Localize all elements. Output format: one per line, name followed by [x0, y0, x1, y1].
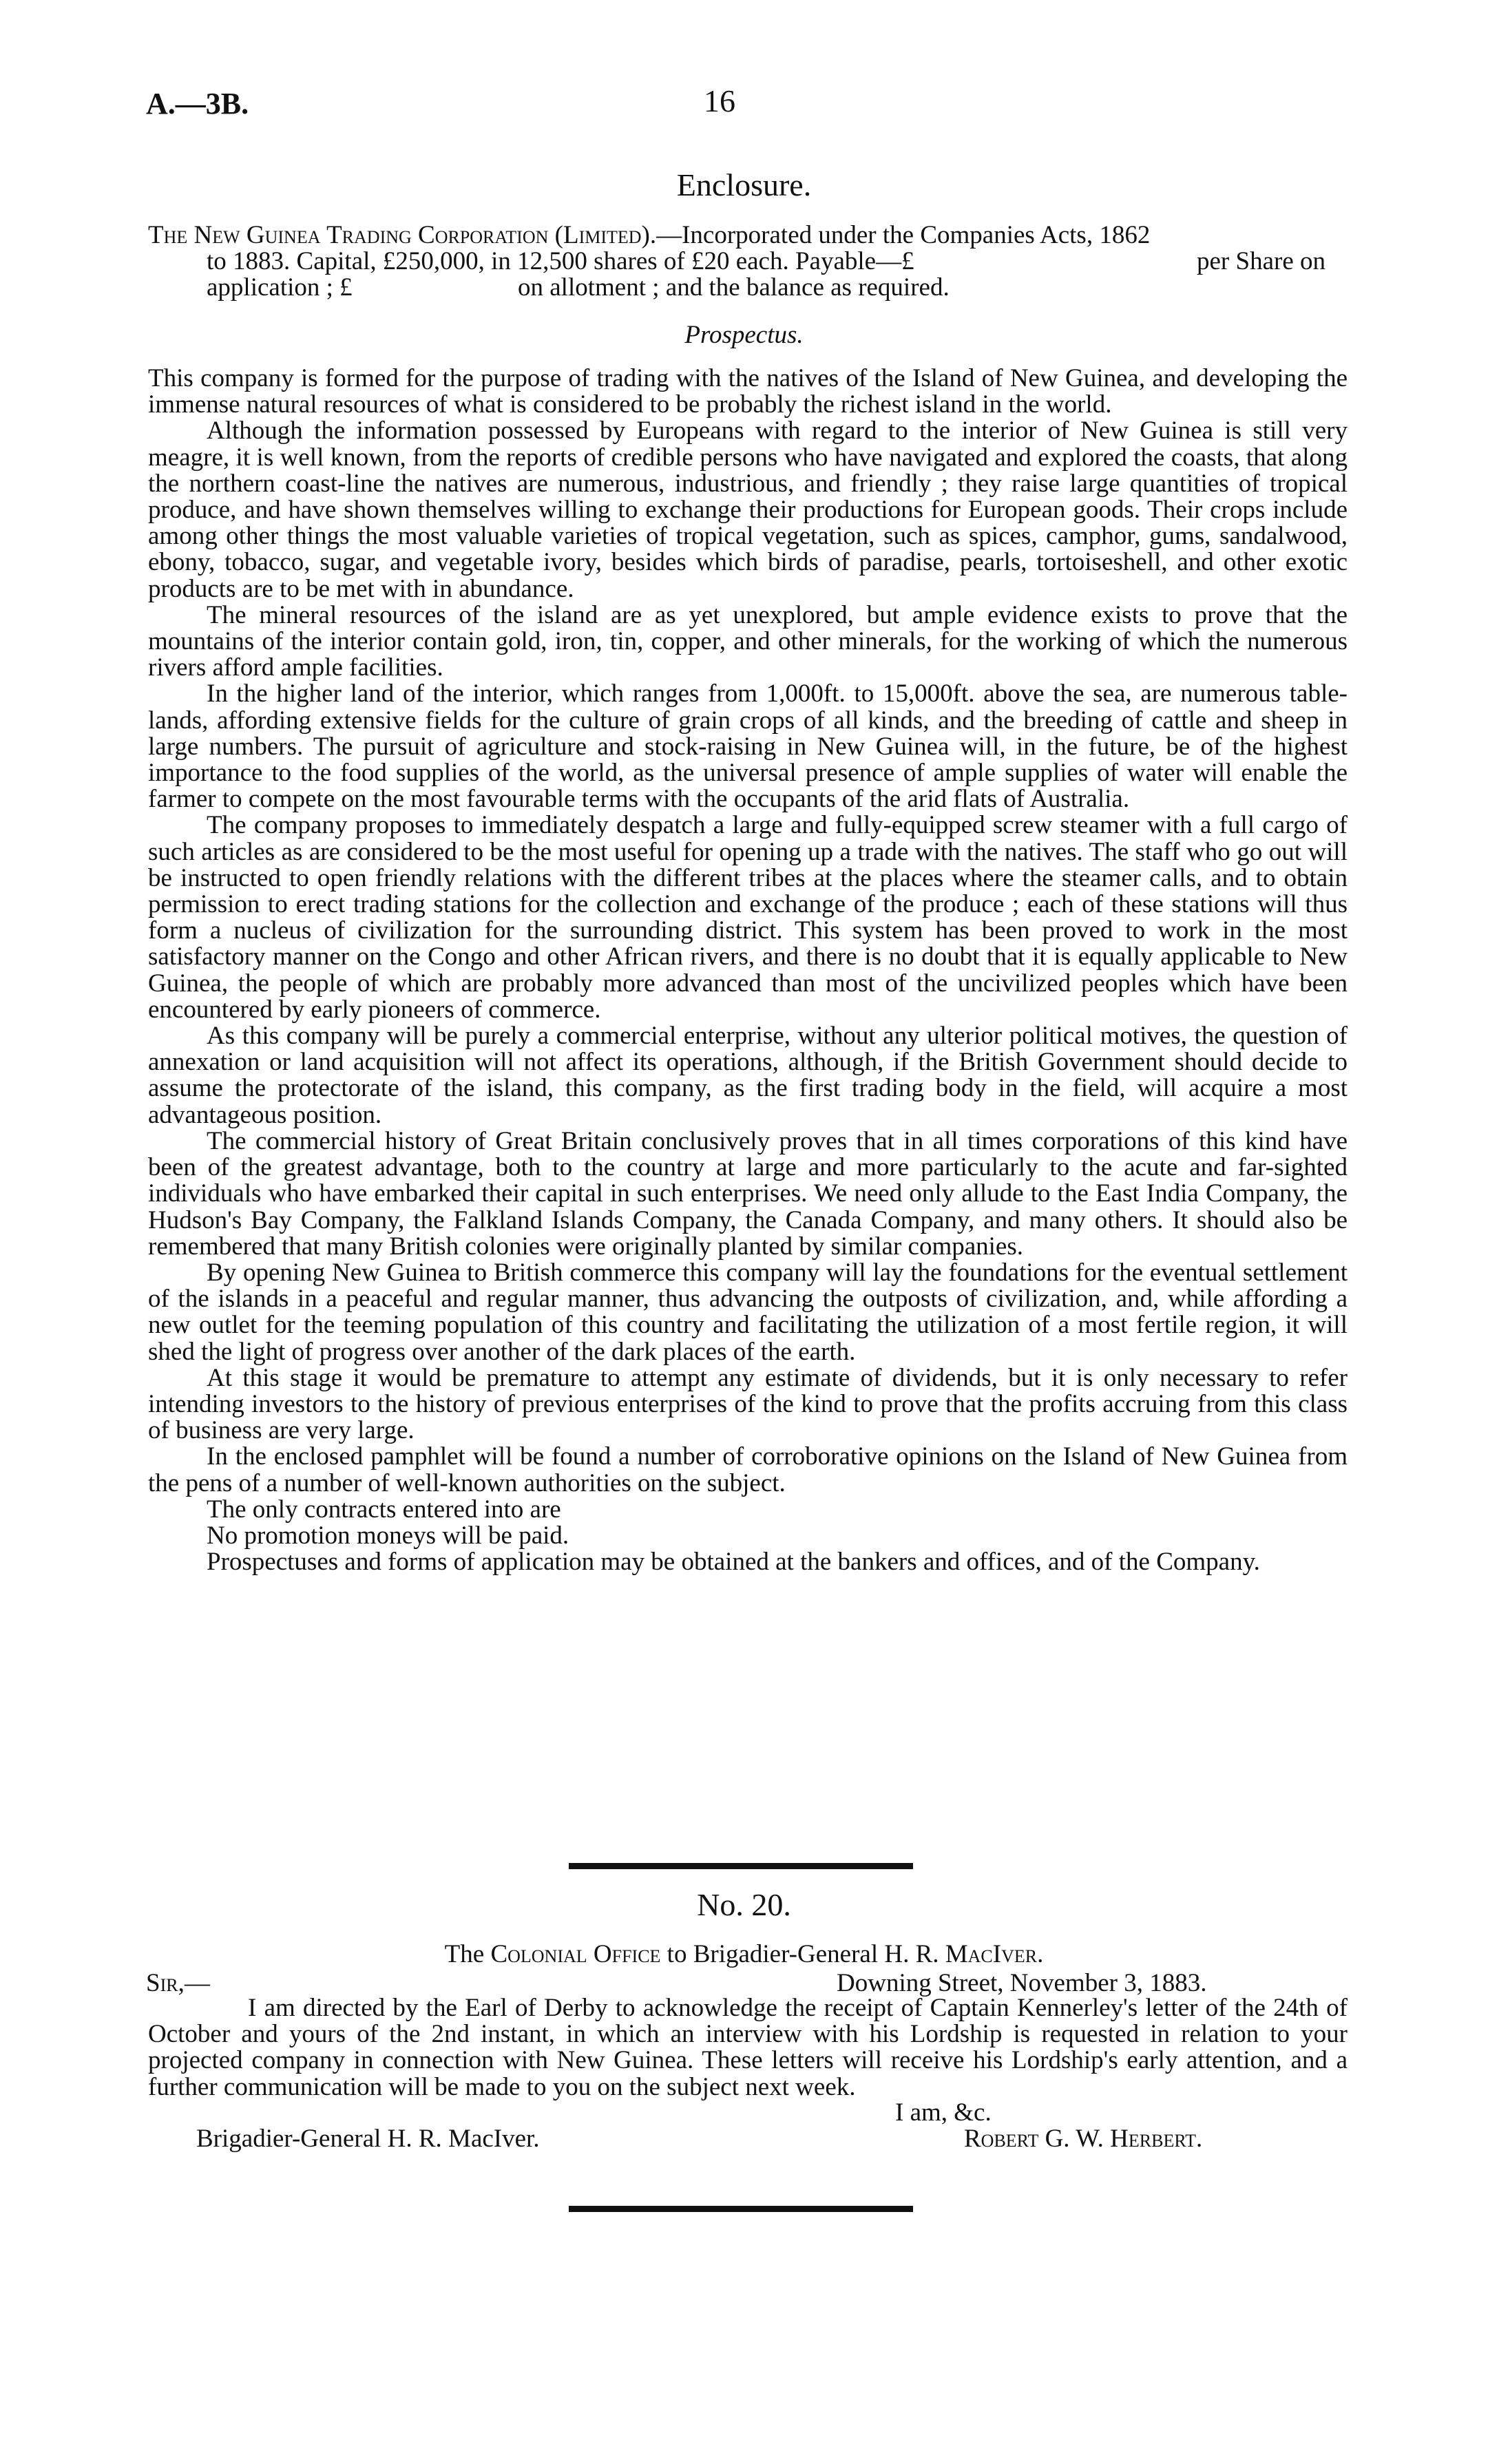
prospectus-paragraph: By opening New Guinea to British commerce this company will lay the foundations for the eventual settlement of the islands in a peaceful and regular manner, thus advancing the outposts of civilization, and, while affording a new outlet for the teeming population of this country and facilitating the utilization of a most fertile region, it will shed the light of progress over another of the dark places of the earth. [148, 1258, 1348, 1366]
letter-closing: I am, &c. [895, 2098, 992, 2127]
prospectus-paragraph: As this company will be purely a commercial enterprise, without any ulterior political motives, the question of annexation or land acquisition will not affect its operations, although, if the British Government should decide to assume the protectorate of the island, this company, as the first trading body in the field, will acquire a most advantageous position. [148, 1022, 1348, 1129]
company-line-2a: to 1883. Capital, £250,000, in 12,500 shares of £20 each. Payable—£ [207, 247, 914, 275]
company-line-3b: on allotment ; and the balance as required. [518, 273, 950, 302]
section-divider [569, 1863, 913, 1869]
place-date: Downing Street, November 3, 1883. [837, 1969, 1207, 1997]
enclosure-title: Enclosure. [676, 167, 812, 202]
letter-heading: The Colonial Office to Brigadier-General H. R. MacIver. [444, 1940, 1044, 1968]
prospectus-paragraph: In the enclosed pamphlet will be found a number of corroborative opinions on the Island of New Guinea from the pens of a number of well-known authorities on the subject. [148, 1442, 1348, 1497]
prospectus-paragraph: At this stage it would be premature to attempt any estimate of dividends, but it is only necessary to refer intending investors to the history of previous enterprises of the kind to prove that the profits accruing from this class of business are very large. [148, 1363, 1348, 1445]
letter-number-title: No. 20. [697, 1887, 791, 1922]
prospectus-paragraph: This company is formed for the purpose of trading with the natives of the Island of New Guinea, and developing the immense natural resources of what is considered to be probably the richest island in the world. [148, 364, 1348, 419]
bottom-divider [569, 2206, 913, 2212]
prospectus-paragraph: The only contracts entered into are [207, 1495, 561, 1524]
salutation: Sir,— [146, 1969, 210, 1997]
prospectus-body [148, 366, 1348, 1575]
company-name: The New Guinea Trading Corporation (Limited) [148, 221, 650, 249]
prospectus-paragraph: Prospectuses and forms of application may be obtained at the bankers and offices, and of the Company. [207, 1548, 1260, 1577]
company-line-2b: per Share on [1197, 247, 1325, 275]
prospectus-heading: Prospectus. [684, 321, 804, 349]
prospectus-paragraph: The mineral resources of the island are as yet unexplored, but ample evidence exists to prove that the mountains of the interior contain gold, iron, tin, copper, and other minerals, for the working of which the numerous rivers afford ample facilities. [148, 600, 1348, 682]
letter-addressee: Brigadier-General H. R. MacIver. [196, 2125, 540, 2153]
prospectus-paragraph: The company proposes to immediately despatch a large and fully-equipped screw steamer with a full cargo of such articles as are considered to be the most useful for opening up a trade with the natives. The staff who go out will be instructed to open friendly relations with the different tribes at the places where the steamer calls, and to obtain permission to erect trading stations for the collection and exchange of the produce ; each of these stations will thus form a nucleus of civilization for the surrounding district. This system has been proved to work in the most satisfactory manner on the Congo and other African rivers, and there is no doubt that it is equally applicable to New Guinea, the people of which are probably more advanced than most of the uncivilized peoples which have been encountered by early pioneers of commerce. [148, 811, 1348, 1024]
prospectus-paragraph: Although the information possessed by Europeans with regard to the interior of New Guinea is still very meagre, it is well known, from the reports of credible persons who have navigated and explored the coasts, that along the northern coast-line the natives are numerous, industrious, and friendly ; they raise large quantities of tropical produce, and have shown themselves willing to exchange their productions for European goods. Their crops include among other things the most valuable varieties of tropical vegetation, such as spices, camphor, gums, sandalwood, ebony, tobacco, sugar, and vegetable ivory, besides which birds of paradise, pearls, tortoiseshell, and other exotic products are to be met with in abundance. [148, 417, 1348, 603]
page-number: 16 [704, 83, 735, 118]
company-line-1: The New Guinea Trading Corporation (Limited).—Incorporated under the Companies Acts, 1862 [148, 221, 1151, 249]
prospectus-paragraph: No promotion moneys will be paid. [207, 1521, 569, 1550]
letter-from: Colonial Office [490, 1940, 661, 1968]
prospectus-paragraph: The commercial history of Great Britain conclusively proves that in all times corporations of this kind have been of the greatest advantage, both to the country at large and more particularly to the acute and far-sighted individuals who have embarked their capital in such enterprises. We need only allude to the East India Company, the Hudson's Bay Company, the Falkland Islands Company, the Canada Company, and many others. It should also be remembered that many British colonies were originally planted by similar companies. [148, 1126, 1348, 1261]
letter-body-block [148, 1995, 1348, 2100]
letter-to: MacIver. [945, 1940, 1044, 1968]
letter-body: I am directed by the Earl of Derby to acknowledge the receipt of Captain Kennerley's letter of the 24th of October and yours of the 2nd instant, in which an interview with his Lordship is requested in relation to your projected company in connection with New Guinea. These letters will receive his Lordship's early attention, and a further communication will be made to you on the subject next week. [148, 1994, 1348, 2101]
prospectus-paragraph: In the higher land of the interior, which ranges from 1,000ft. to 15,000ft. above the sea, are numerous table-lands, affording extensive fields for the culture of grain crops of all kinds, and the breeding of cattle and sheep in large numbers. The pursuit of agriculture and stock-raising in New Guinea will, in the future, be of the highest importance to the food supplies of the world, as the universal presence of ample supplies of water will enable the farmer to compete on the most favourable terms with the occupants of the arid flats of Australia. [148, 680, 1348, 814]
letter-signature: Robert G. W. Herbert. [964, 2125, 1203, 2153]
document-reference: A.—3B. [146, 87, 249, 120]
company-line-3a: application ; £ [207, 273, 353, 302]
